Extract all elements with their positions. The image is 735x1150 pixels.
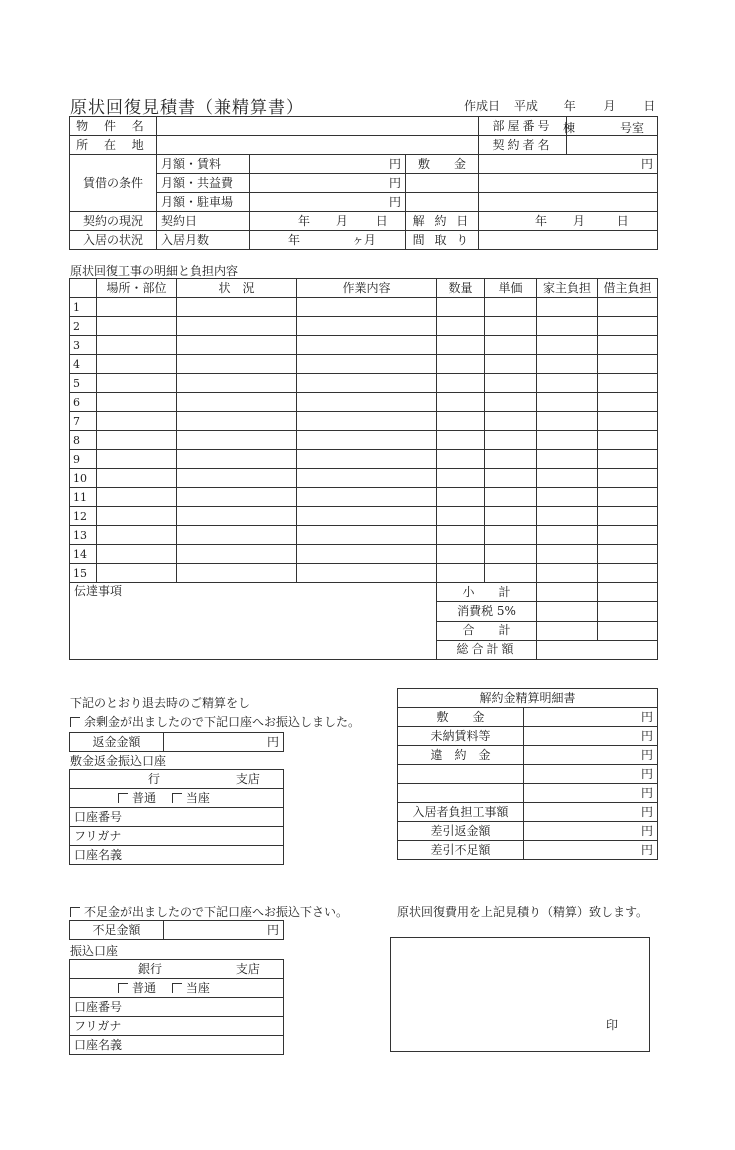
repair-cell[interactable]	[97, 317, 177, 336]
repair-cell[interactable]	[598, 431, 658, 450]
account-type-field[interactable]	[70, 979, 284, 998]
notes-label: 伝達事項	[74, 584, 123, 598]
repair-cell[interactable]	[177, 317, 297, 336]
tax-label: 消費税 5%	[437, 602, 537, 621]
row-number: 12	[70, 507, 97, 526]
page-title: 原状回復見積書（兼精算書）	[70, 98, 304, 118]
repair-cell[interactable]	[485, 431, 537, 450]
settlement-row	[398, 765, 658, 784]
bank-suffix: 行	[148, 771, 161, 786]
year-label: 年	[535, 213, 548, 228]
repair-cell[interactable]	[437, 488, 485, 507]
repair-cell[interactable]	[437, 450, 485, 469]
refund-intro: 下記のとおり退去時のご精算をし	[70, 696, 251, 710]
repair-cell[interactable]	[537, 412, 598, 431]
repair-cell[interactable]	[97, 507, 177, 526]
current-checkbox[interactable]	[172, 793, 182, 803]
repair-cell[interactable]	[297, 412, 437, 431]
furigana-field[interactable]	[70, 827, 284, 846]
repair-cell[interactable]	[297, 526, 437, 545]
monthly-common-field[interactable]	[250, 174, 406, 193]
table-row	[70, 374, 658, 393]
refund-amount-field[interactable]	[164, 733, 284, 752]
repair-cell[interactable]	[537, 469, 598, 488]
repair-cell[interactable]	[97, 393, 177, 412]
repair-cell[interactable]	[177, 393, 297, 412]
blank-cell	[479, 193, 658, 212]
repair-cell[interactable]	[437, 393, 485, 412]
repair-cell[interactable]	[437, 526, 485, 545]
ordinary-label: 普通	[132, 980, 157, 995]
table-row	[70, 450, 658, 469]
furigana-field[interactable]	[70, 1017, 284, 1036]
era-label: 平成	[513, 99, 538, 113]
address-label: 所 在 地	[70, 136, 157, 155]
repair-cell[interactable]	[537, 488, 598, 507]
settlement-row	[398, 746, 658, 765]
settlement-row-amount[interactable]: 円	[524, 841, 658, 860]
repair-cell[interactable]	[297, 564, 437, 583]
repair-cell[interactable]	[537, 545, 598, 564]
repair-cell[interactable]	[177, 507, 297, 526]
repair-cell[interactable]	[485, 393, 537, 412]
column-header-location: 場所・部位	[97, 279, 177, 298]
settlement-row-label: 未納賃料等	[398, 727, 524, 746]
account-name-label: 口座名義	[74, 847, 123, 862]
repair-cell[interactable]	[97, 545, 177, 564]
repair-cell[interactable]	[297, 374, 437, 393]
layout-label: 間 取 り	[406, 231, 479, 250]
subtotal-landlord[interactable]	[537, 583, 598, 602]
day-label: 日	[616, 213, 629, 228]
cancel-date-label: 解 約 日	[406, 212, 479, 231]
grand-total-label: 総合計額	[437, 640, 537, 659]
column-header-condition: 状 況	[177, 279, 297, 298]
repair-cell[interactable]	[598, 393, 658, 412]
contract-date-field[interactable]	[250, 212, 406, 231]
row-number-header	[70, 279, 97, 298]
repair-cell[interactable]	[485, 564, 537, 583]
address-field[interactable]	[157, 136, 479, 155]
residence-status-label: 入居の状況	[70, 231, 157, 250]
repair-cell[interactable]	[485, 336, 537, 355]
row-number: 6	[70, 393, 97, 412]
settlement-row-label: 敷 金	[398, 708, 524, 727]
surplus-note[interactable]	[70, 713, 360, 730]
shortage-checkbox[interactable]	[70, 907, 80, 917]
repair-cell[interactable]	[485, 545, 537, 564]
shortage-account-title: 振込口座	[70, 944, 119, 958]
repair-cell[interactable]	[437, 355, 485, 374]
table-row	[70, 317, 658, 336]
repair-cell[interactable]	[297, 545, 437, 564]
bank-field[interactable]	[70, 770, 284, 789]
months-resided-label: 入居月数	[157, 231, 250, 250]
table-row	[70, 545, 658, 564]
property-info-table	[69, 116, 658, 250]
repair-cell[interactable]	[537, 355, 598, 374]
settlement-row	[398, 784, 658, 803]
seal-box[interactable]	[390, 937, 650, 1052]
repair-cell[interactable]	[437, 564, 485, 583]
table-row	[70, 507, 658, 526]
month-label: 月	[335, 213, 348, 228]
repair-cell[interactable]	[598, 374, 658, 393]
repair-cell[interactable]	[598, 469, 658, 488]
property-name-label: 物 件 名	[70, 117, 157, 136]
day-label: 日	[375, 213, 388, 228]
branch-suffix: 支店	[235, 961, 260, 976]
current-label: 当座	[185, 790, 210, 805]
repair-cell[interactable]	[297, 507, 437, 526]
repair-cell[interactable]	[598, 564, 658, 583]
table-row	[70, 412, 658, 431]
repair-cell[interactable]	[437, 374, 485, 393]
repair-cell[interactable]	[537, 507, 598, 526]
repair-cell[interactable]	[485, 488, 537, 507]
row-number: 15	[70, 564, 97, 583]
repair-cell[interactable]	[297, 488, 437, 507]
repair-cell[interactable]	[97, 564, 177, 583]
shortage-note[interactable]	[70, 903, 348, 920]
repair-cell[interactable]	[177, 450, 297, 469]
row-number: 7	[70, 412, 97, 431]
yen-unit: 円	[266, 922, 279, 937]
repair-cell[interactable]	[598, 507, 658, 526]
repair-cell[interactable]	[437, 431, 485, 450]
day-label: 日	[643, 99, 656, 113]
repair-cell[interactable]	[437, 298, 485, 317]
settlement-row-label	[398, 765, 524, 784]
repair-cell[interactable]	[537, 317, 598, 336]
repair-cell[interactable]	[97, 336, 177, 355]
monthly-rent-label: 月額・賃料	[157, 155, 250, 174]
repair-cell[interactable]	[485, 507, 537, 526]
settlement-row-amount[interactable]: 円	[524, 822, 658, 841]
repair-cell[interactable]	[177, 545, 297, 564]
row-number: 2	[70, 317, 97, 336]
total-landlord[interactable]	[537, 621, 598, 640]
furigana-label: フリガナ	[74, 828, 122, 843]
settlement-row-label: 入居者負担工事額	[398, 803, 524, 822]
table-row	[70, 469, 658, 488]
repair-cell[interactable]	[598, 317, 658, 336]
repair-cell[interactable]	[537, 450, 598, 469]
month-label: 月	[603, 99, 616, 113]
row-number: 10	[70, 469, 97, 488]
deposit-field[interactable]	[479, 155, 658, 174]
repair-cell[interactable]	[177, 488, 297, 507]
repair-cell[interactable]	[177, 298, 297, 317]
monthly-parking-field[interactable]	[250, 193, 406, 212]
refund-account-table	[69, 769, 284, 865]
repair-cell[interactable]	[485, 298, 537, 317]
blank-cell	[479, 174, 658, 193]
column-header-landlord: 家主負担	[537, 279, 598, 298]
repair-cell[interactable]	[297, 431, 437, 450]
contractor-label: 契約者名	[479, 136, 567, 155]
repair-cell[interactable]	[177, 526, 297, 545]
repair-cell[interactable]	[177, 412, 297, 431]
room-unit: 号室	[620, 121, 645, 135]
ordinary-label: 普通	[132, 790, 157, 805]
repair-cell[interactable]	[297, 336, 437, 355]
repair-cell[interactable]	[485, 469, 537, 488]
repair-cell[interactable]	[297, 469, 437, 488]
shortage-note-text: 不足金が出ましたので下記口座へお振込下さい。	[84, 905, 349, 919]
repair-cell[interactable]	[177, 431, 297, 450]
repair-cell[interactable]	[177, 469, 297, 488]
repair-cell[interactable]	[297, 298, 437, 317]
repair-cell[interactable]	[97, 431, 177, 450]
repair-cell[interactable]	[537, 564, 598, 583]
repair-cell[interactable]	[97, 374, 177, 393]
contractor-field[interactable]	[567, 136, 658, 155]
repair-cell[interactable]	[437, 545, 485, 564]
building-unit: 棟	[563, 121, 576, 135]
yen-unit: 円	[266, 734, 279, 749]
yen-unit: 円	[388, 175, 401, 190]
current-checkbox[interactable]	[172, 983, 182, 993]
row-number: 11	[70, 488, 97, 507]
repair-cell[interactable]	[297, 393, 437, 412]
repair-section-title: 原状回復工事の明細と負担内容	[70, 264, 239, 278]
cancel-date-field[interactable]	[479, 212, 658, 231]
settlement-row-amount[interactable]: 円	[524, 727, 658, 746]
shortage-account-table	[69, 959, 284, 1055]
repair-cell[interactable]	[97, 355, 177, 374]
settlement-row-amount[interactable]: 円	[524, 746, 658, 765]
settlement-row	[398, 822, 658, 841]
table-row	[70, 488, 658, 507]
estimate-statement: 原状回復費用を上記見積り（精算）致します。	[397, 905, 649, 919]
layout-field[interactable]	[479, 231, 658, 250]
table-row	[70, 526, 658, 545]
repair-cell[interactable]	[97, 526, 177, 545]
year-label: 年	[298, 213, 311, 228]
deposit-label: 敷 金	[406, 155, 479, 174]
repair-cell[interactable]	[598, 336, 658, 355]
year-label: 年	[288, 232, 301, 247]
subtotal-label: 小 計	[437, 583, 537, 602]
table-row	[70, 298, 658, 317]
month-label: 月	[572, 213, 585, 228]
year-label: 年	[563, 99, 576, 113]
account-type-field[interactable]	[70, 789, 284, 808]
room-number-label: 部屋番号	[479, 117, 567, 136]
repair-cell[interactable]	[97, 450, 177, 469]
refund-amount-label: 返金金額	[70, 733, 164, 752]
seal-mark: 印	[606, 1018, 619, 1032]
repair-cell[interactable]	[437, 469, 485, 488]
table-row	[70, 336, 658, 355]
repair-cell[interactable]	[297, 450, 437, 469]
settlement-row-amount[interactable]: 円	[524, 784, 658, 803]
ordinary-checkbox[interactable]	[118, 793, 128, 803]
settlement-row-label: 差引不足額	[398, 841, 524, 860]
settlement-row-label	[398, 784, 524, 803]
account-name-label: 口座名義	[74, 1037, 123, 1052]
months-unit: ヶ月	[351, 232, 376, 247]
monthly-rent-field[interactable]	[250, 155, 406, 174]
property-name-field[interactable]	[157, 117, 479, 136]
repair-cell[interactable]	[598, 450, 658, 469]
settlement-row	[398, 841, 658, 860]
branch-suffix: 支店	[235, 771, 260, 786]
account-name-field[interactable]	[70, 1036, 284, 1055]
settlement-table	[397, 688, 658, 860]
shortage-amount-label: 不足金額	[70, 921, 164, 940]
repair-cell[interactable]	[485, 450, 537, 469]
repair-cell[interactable]	[437, 336, 485, 355]
settlement-row-label: 違 約 金	[398, 746, 524, 765]
creation-date	[464, 97, 655, 114]
repair-cell[interactable]	[485, 374, 537, 393]
current-label: 当座	[185, 980, 210, 995]
repair-cell[interactable]	[537, 431, 598, 450]
row-number: 5	[70, 374, 97, 393]
repair-cell[interactable]	[485, 526, 537, 545]
repair-cell[interactable]	[598, 298, 658, 317]
table-row	[70, 431, 658, 450]
repair-cell[interactable]	[297, 355, 437, 374]
table-row	[70, 564, 658, 583]
account-name-field[interactable]	[70, 846, 284, 865]
settlement-rows	[398, 708, 658, 860]
months-resided-field[interactable]	[250, 231, 406, 250]
tax-tenant[interactable]	[598, 602, 658, 621]
blank-cell	[406, 193, 479, 212]
blank-cell	[406, 174, 479, 193]
account-number-field[interactable]	[70, 998, 284, 1017]
surplus-note-text: 余剰金が出ましたので下記口座へお振込しました。	[84, 715, 361, 729]
repair-cell[interactable]	[177, 564, 297, 583]
repair-cell[interactable]	[97, 469, 177, 488]
settlement-row-amount[interactable]: 円	[524, 708, 658, 727]
repair-detail-table	[69, 278, 658, 660]
bank-suffix: 銀行	[138, 961, 163, 976]
total-label: 合 計	[437, 621, 537, 640]
column-header-tenant: 借主負担	[598, 279, 658, 298]
settlement-row	[398, 803, 658, 822]
account-number-label: 口座番号	[74, 809, 123, 824]
column-header-unit-price: 単価	[485, 279, 537, 298]
repair-cell[interactable]	[437, 507, 485, 526]
account-number-label: 口座番号	[74, 999, 123, 1014]
repair-rows	[70, 298, 658, 583]
contract-date-label: 契約日	[157, 212, 250, 231]
row-number: 14	[70, 545, 97, 564]
repair-cell[interactable]	[598, 355, 658, 374]
settlement-row-label: 差引返金額	[398, 822, 524, 841]
bank-field[interactable]	[70, 960, 284, 979]
repair-cell[interactable]	[177, 374, 297, 393]
table-row	[70, 355, 658, 374]
contract-status-label: 契約の現況	[70, 212, 157, 231]
repair-cell[interactable]	[537, 526, 598, 545]
account-number-field[interactable]	[70, 808, 284, 827]
row-number: 13	[70, 526, 97, 545]
repair-cell[interactable]	[177, 355, 297, 374]
settlement-row	[398, 708, 658, 727]
repair-cell[interactable]	[485, 355, 537, 374]
yen-unit: 円	[640, 156, 653, 171]
surplus-checkbox[interactable]	[70, 717, 80, 727]
row-number: 3	[70, 336, 97, 355]
column-header-quantity: 数量	[437, 279, 485, 298]
repair-cell[interactable]	[598, 526, 658, 545]
repair-cell[interactable]	[537, 393, 598, 412]
repair-cell[interactable]	[437, 317, 485, 336]
repair-cell[interactable]	[97, 298, 177, 317]
repair-cell[interactable]	[537, 298, 598, 317]
furigana-label: フリガナ	[74, 1018, 122, 1033]
repair-cell[interactable]	[437, 412, 485, 431]
settlement-row-amount[interactable]: 円	[524, 765, 658, 784]
notes-cell[interactable]	[70, 583, 437, 660]
tax-landlord[interactable]	[537, 602, 598, 621]
row-number: 9	[70, 450, 97, 469]
repair-cell[interactable]	[537, 374, 598, 393]
repair-cell[interactable]	[485, 317, 537, 336]
settlement-row-amount[interactable]: 円	[524, 803, 658, 822]
repair-cell[interactable]	[537, 336, 598, 355]
settlement-row	[398, 727, 658, 746]
refund-account-title: 敷金返金振込口座	[70, 754, 167, 768]
monthly-common-label: 月額・共益費	[157, 174, 250, 193]
repair-cell[interactable]	[297, 317, 437, 336]
rental-terms-label: 賃借の条件	[70, 155, 157, 212]
repair-cell[interactable]	[598, 545, 658, 564]
grand-total-field[interactable]	[537, 640, 658, 659]
yen-unit: 円	[388, 194, 401, 209]
ordinary-checkbox[interactable]	[118, 983, 128, 993]
subtotal-tenant[interactable]	[598, 583, 658, 602]
row-number: 4	[70, 355, 97, 374]
total-tenant[interactable]	[598, 621, 658, 640]
repair-cell[interactable]	[598, 488, 658, 507]
repair-cell[interactable]	[97, 488, 177, 507]
shortage-amount-table	[69, 920, 284, 940]
settlement-title: 解約金精算明細書	[398, 689, 658, 708]
shortage-amount-field[interactable]	[164, 921, 284, 940]
repair-cell[interactable]	[485, 412, 537, 431]
row-number: 1	[70, 298, 97, 317]
row-number: 8	[70, 431, 97, 450]
repair-cell[interactable]	[97, 412, 177, 431]
date-label: 作成日	[464, 99, 501, 113]
repair-cell[interactable]	[598, 412, 658, 431]
repair-cell[interactable]	[177, 336, 297, 355]
table-row	[70, 393, 658, 412]
yen-unit: 円	[388, 156, 401, 171]
monthly-parking-label: 月額・駐車場	[157, 193, 250, 212]
column-header-work: 作業内容	[297, 279, 437, 298]
refund-amount-table	[69, 732, 284, 752]
